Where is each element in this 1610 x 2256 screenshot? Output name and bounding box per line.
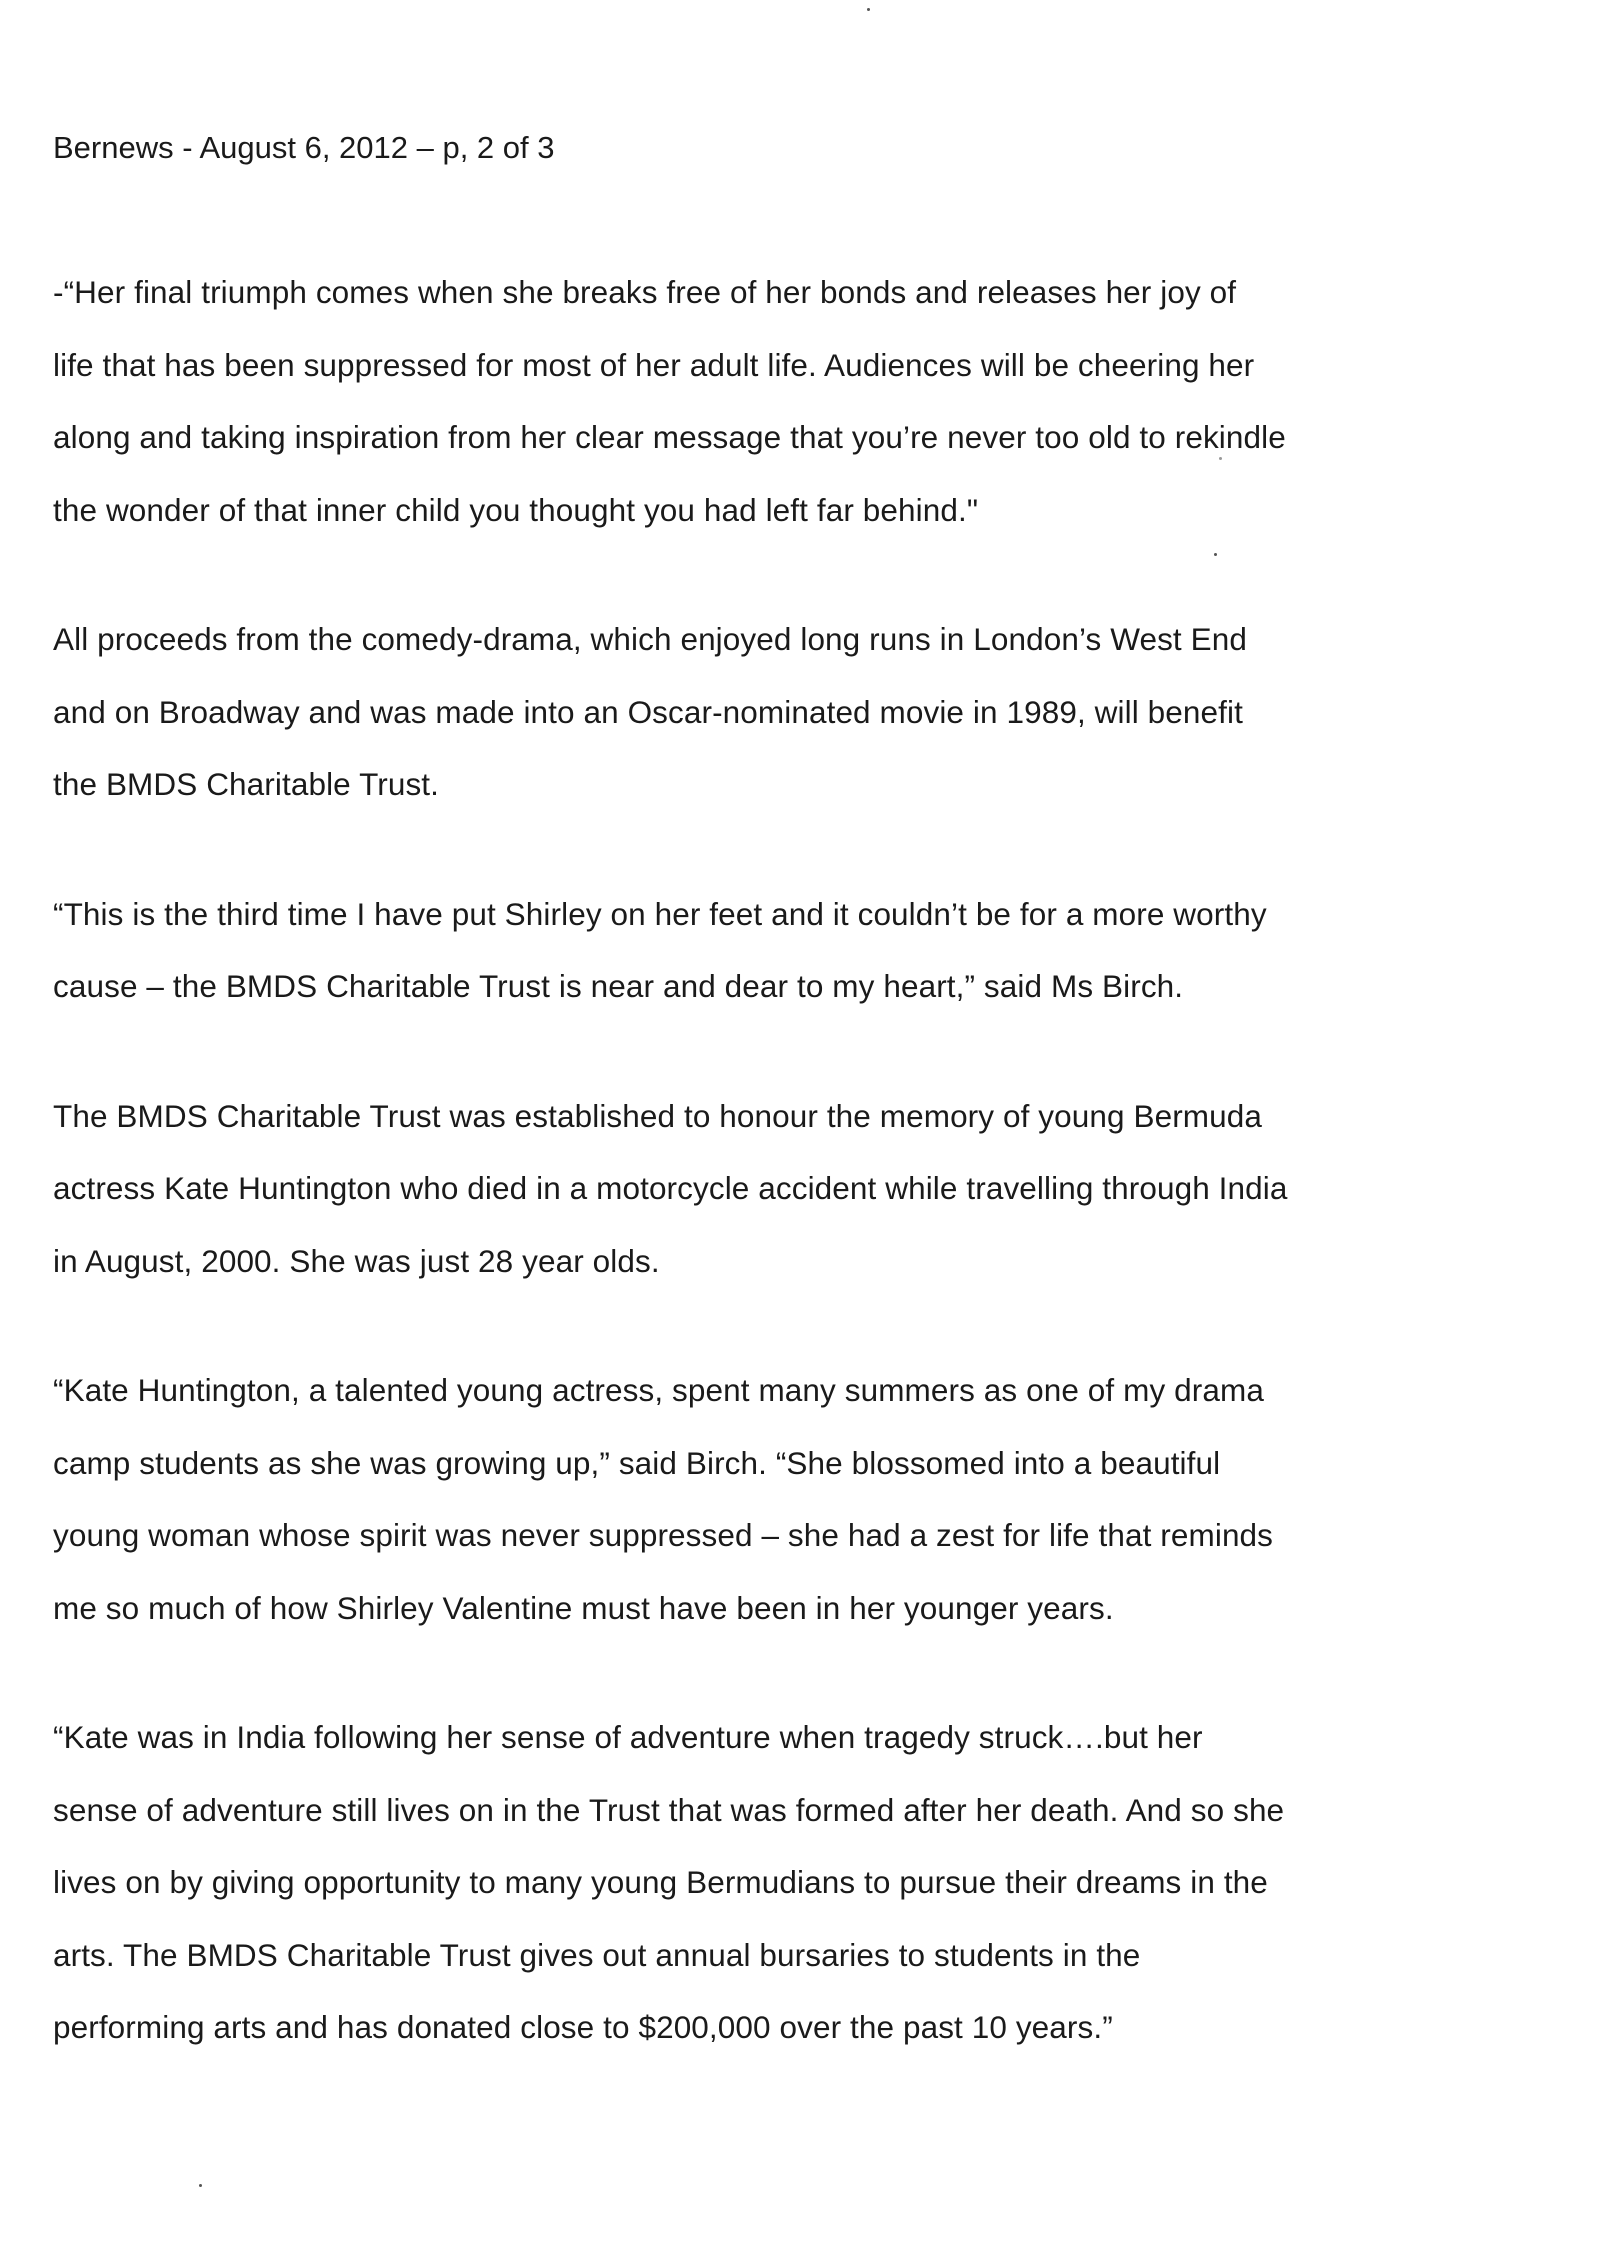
scan-speck (867, 8, 870, 11)
text-line: “Kate Huntington, a talented young actress, spent many summers as one of my drama (53, 1372, 1264, 1408)
paragraph-spacer (53, 1297, 1573, 1354)
paragraph-proceeds (53, 603, 1573, 821)
paragraph-quote-final-triumph (53, 256, 1573, 546)
text-line: young woman whose spirit was never suppressed – she had a zest for life that reminds (53, 1517, 1274, 1553)
paragraph-spacer (53, 821, 1573, 878)
paragraph-third-time (53, 878, 1573, 1023)
text-line: actress Kate Huntington who died in a motorcycle accident while travelling through India (53, 1170, 1288, 1206)
text-line: The BMDS Charitable Trust was established to honour the memory of young Bermuda (53, 1097, 1262, 1134)
text-line: “This is the third time I have put Shirley on her feet and it couldn’t be for a more worthy (53, 895, 1267, 932)
paragraph-trust-established (53, 1080, 1573, 1298)
text-line: life that has been suppressed for most of her adult life. Audiences will be cheering her (53, 346, 1255, 383)
text-line: the wonder of that inner child you thought you had left far behind." (53, 491, 979, 528)
text-line: lives on by giving opportunity to many young Bermudians to pursue their dreams in the (53, 1864, 1268, 1900)
article-body (53, 256, 1573, 2064)
scan-speck (199, 2184, 202, 2187)
text-line: the BMDS Charitable Trust. (53, 766, 439, 802)
paragraph-spacer (53, 1023, 1573, 1080)
text-line: sense of adventure still lives on in the Trust that was formed after her death. And so she (53, 1791, 1285, 1828)
paragraph-kate-in-india (53, 1701, 1573, 2064)
text-line: me so much of how Shirley Valentine must have been in her younger years. (53, 1589, 1114, 1626)
scan-speck (1214, 553, 1217, 556)
text-line: cause – the BMDS Charitable Trust is near and dear to my heart,” said Ms Birch. (53, 968, 1184, 1004)
text-line: All proceeds from the comedy-drama, which enjoyed long runs in London’s West End (53, 621, 1247, 657)
scan-speck (1219, 457, 1222, 460)
text-line: camp students as she was growing up,” said Birch. “She blossomed into a beautiful (53, 1444, 1221, 1481)
text-line: and on Broadway and was made into an Oscar-nominated movie in 1989, will benefit (53, 693, 1243, 730)
text-line: along and taking inspiration from her clear message that you’re never too old to rekindle (53, 419, 1286, 455)
text-line: in August, 2000. She was just 28 year olds. (53, 1242, 660, 1279)
paragraph-kate-huntington (53, 1354, 1573, 1644)
paragraph-spacer (53, 546, 1573, 603)
paragraph-spacer (53, 1644, 1573, 1701)
page-header: Bernews - August 6, 2012 – p, 2 of 3 (53, 130, 555, 165)
text-line: “Kate was in India following her sense of adventure when tragedy struck….but her (53, 1719, 1203, 1755)
text-line: arts. The BMDS Charitable Trust gives out annual bursaries to students in the (53, 1936, 1141, 1973)
text-line: performing arts and has donated close to $200,000 over the past 10 years.” (53, 2009, 1113, 2045)
text-line: -“Her final triumph comes when she breaks free of her bonds and releases her joy of (53, 274, 1237, 310)
